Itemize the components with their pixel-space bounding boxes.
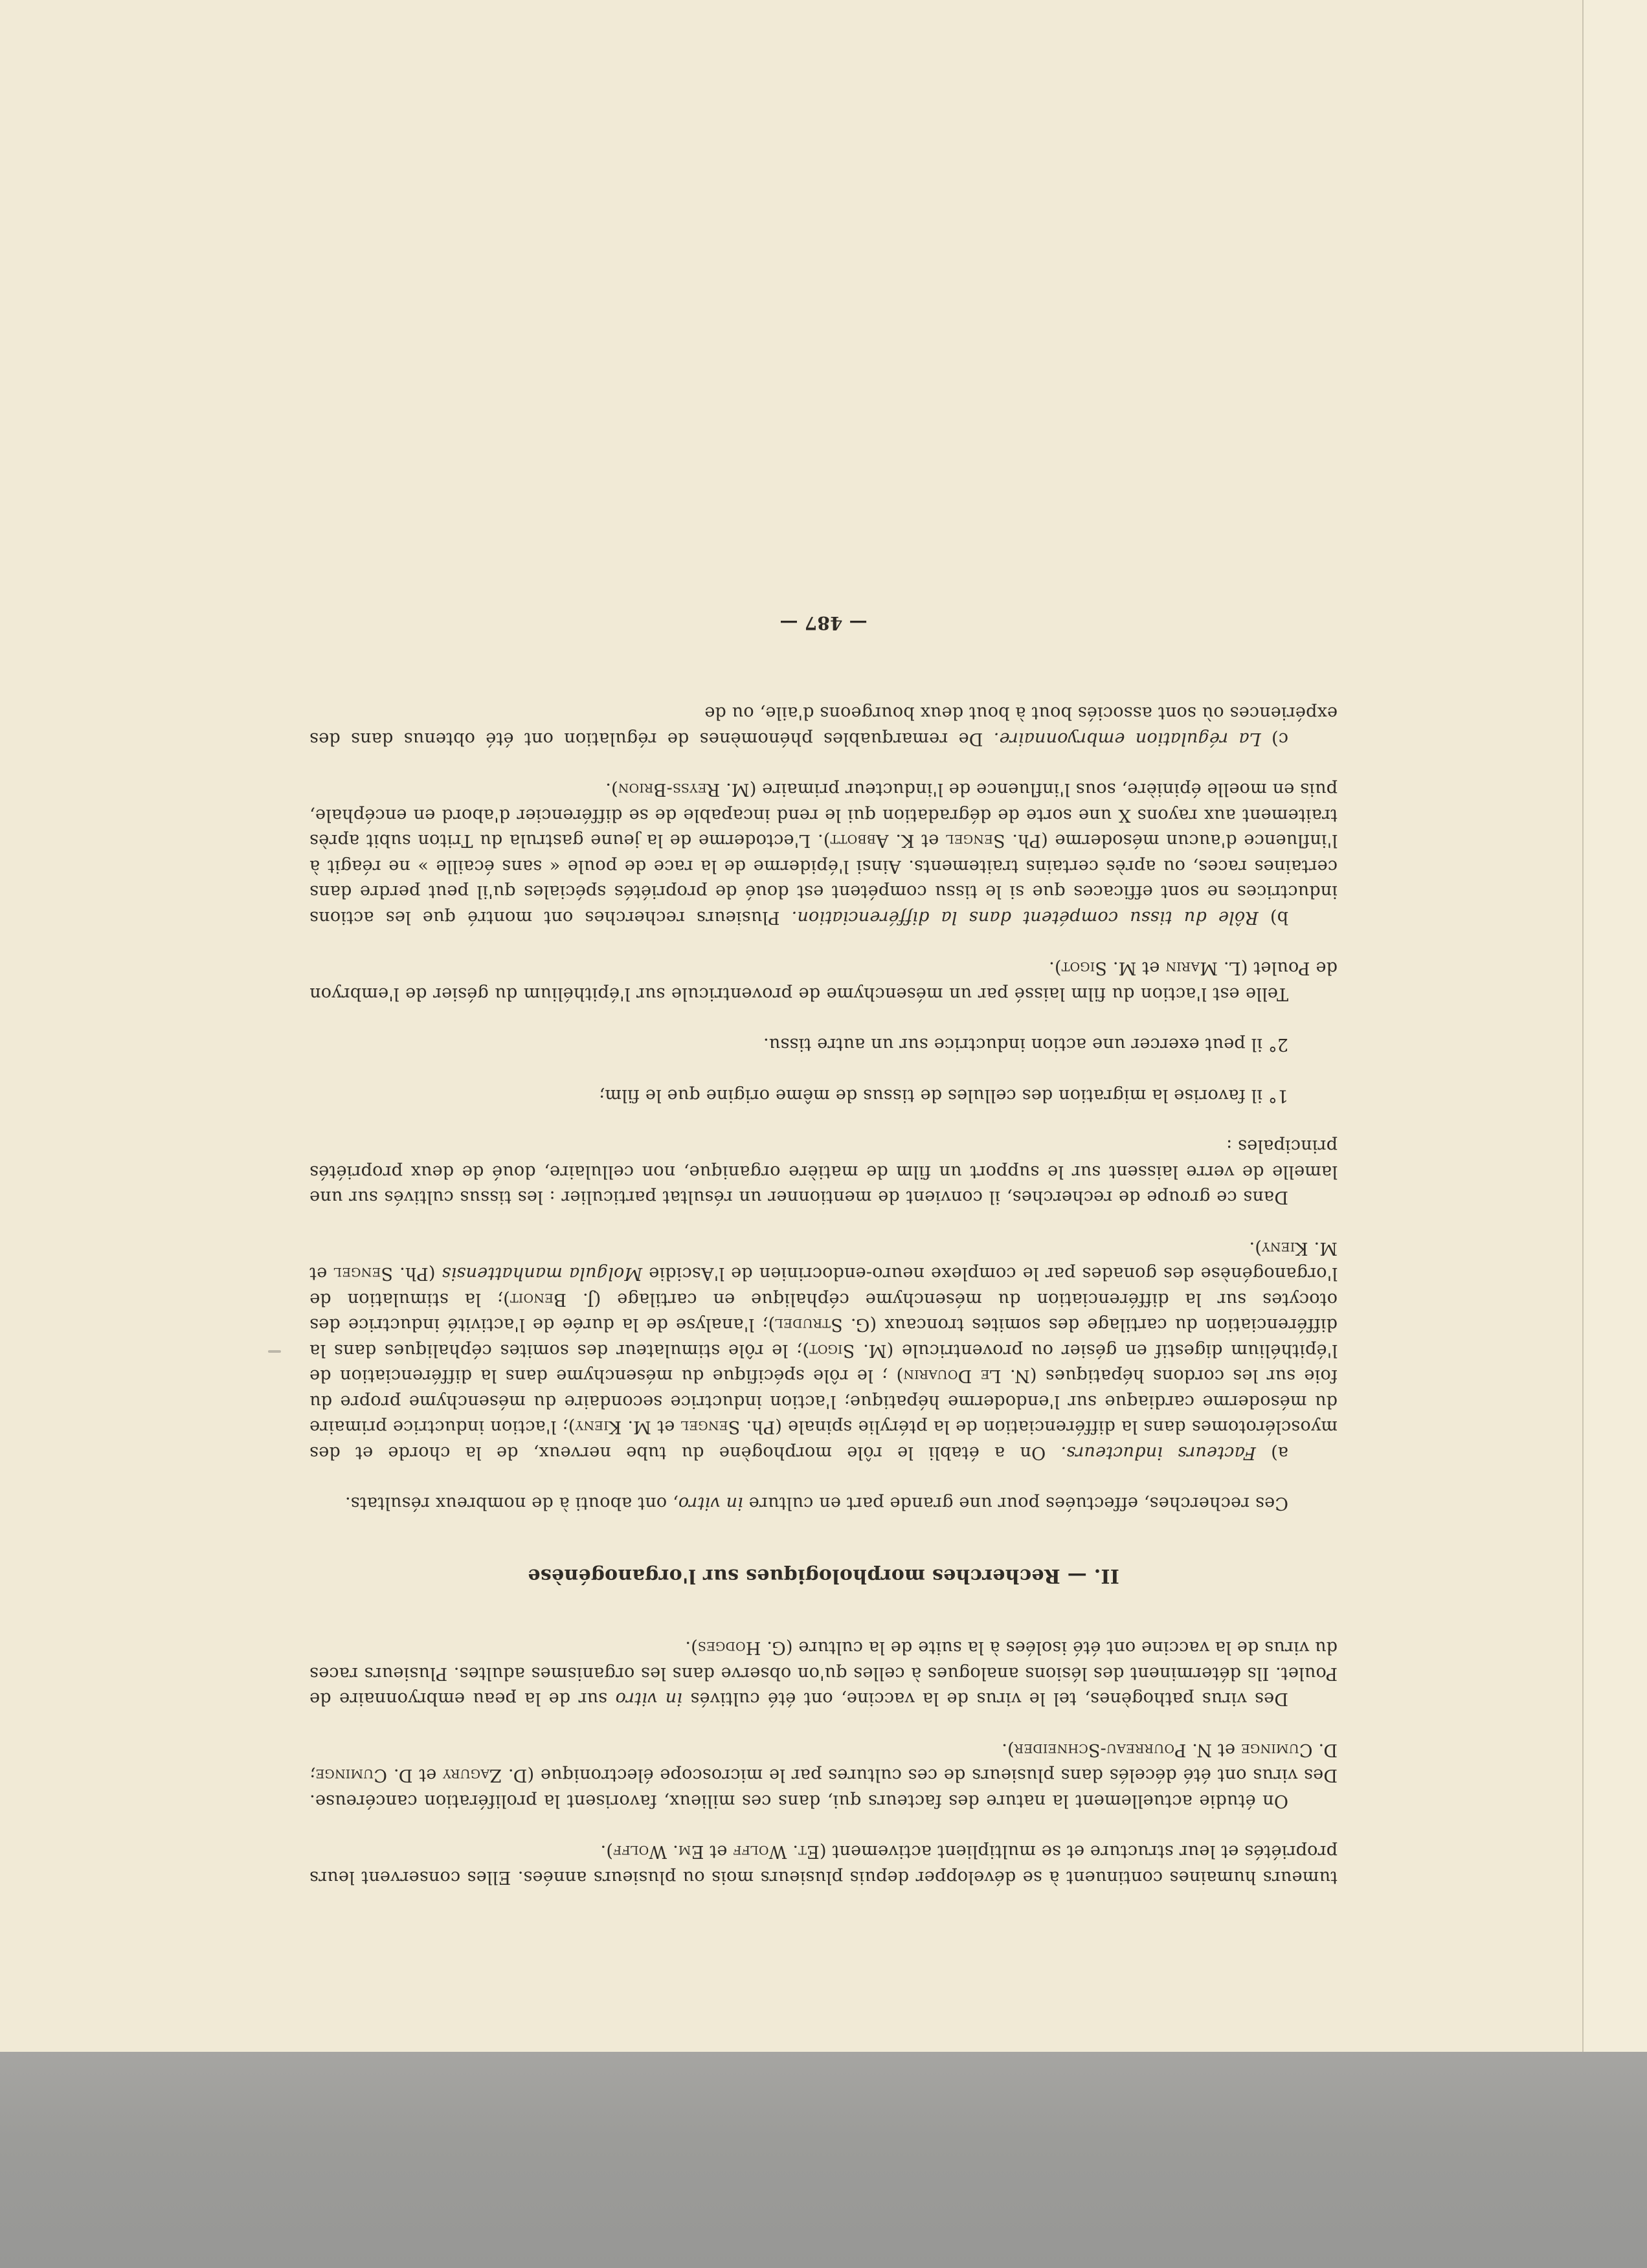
- author-ref: Cuminge: [315, 1765, 388, 1786]
- page-edge-line: [1582, 0, 1584, 2052]
- author-ref: Marin: [1165, 958, 1218, 979]
- scanner-bed-strip: [0, 2052, 1647, 2268]
- section-heading: II. — Recherches morphologiques sur l'organogénèse: [528, 1564, 1119, 1587]
- author-ref: Le Douarin: [903, 1366, 1002, 1386]
- author-ref: Em. Wolff: [612, 1841, 704, 1862]
- author-ref: Cuminge: [1240, 1740, 1313, 1760]
- author-ref: Benoit: [510, 1289, 567, 1309]
- list-item-1: 1° il favorise la migration des cellules de tissus de même origine que le film;: [598, 1085, 1288, 1106]
- page-number: — 487 —: [779, 612, 868, 634]
- author-ref: Pourreau-Schneider: [1014, 1740, 1187, 1760]
- paragraph-film-organique: Dans ce groupe de recherches, il convient de mentionner un résultat particulier : les tissus cultivés sur une lamelle de verre laissent sur le support un film de matière organique, non cellulaire, doué de deux propriétés principales :: [309, 1136, 1338, 1208]
- subsection-title: Rôle du tissu compétent dans la différenciation.: [791, 907, 1259, 928]
- author-ref: Kieny: [575, 1417, 622, 1438]
- list-item-2: 2° il peut exercer une action inductrice sur un autre tissu.: [763, 1034, 1288, 1055]
- author-ref: Kieny: [1261, 1238, 1308, 1258]
- author-ref: Strudel: [775, 1315, 843, 1335]
- pencil-mark: [268, 1350, 281, 1353]
- author-ref: Sengel: [333, 1263, 394, 1284]
- adjacent-page-edge: [1582, 0, 1647, 2052]
- author-ref: Reyss-Brion: [618, 779, 721, 800]
- paragraph-regulation: c) La régulation embryonnaire. De remarquables phénomènes de régulation ont été obtenus dans des expériences où sont associés bout à bout deux bourgeons d'aile, ou de: [309, 703, 1338, 749]
- author-ref: Abbott: [830, 830, 889, 851]
- paragraph-tissu-competent: b) Rôle du tissu compétent dans la différenciation. Plusieurs recherches ont montré que les actions inductrices ne sont efficaces que si le tissu compétent est doué de propriétés spéciales qu'il peut perdre dans certaines races, ou après certains traitements. Ainsi l'épiderme de la race de poule « sans écaille » ne réagit à l'influence d'aucun mésoderme (Ph. Sengel et K. Abbott). L'ectoderme de la jeune gastrula du Triton subit après traitement aux rayons X une sorte de dégradation qui le rend incapable de se différencier d'abord en encéphale, puis en moelle épinière, sous l'influence de l'inducteur primaire (M. Reyss-Brion).: [309, 779, 1338, 928]
- text-column: [309, 610, 1338, 1891]
- subsection-title: La régulation embryonnaire.: [993, 729, 1261, 749]
- paragraph-virus-cancer: On étudie actuellement la nature des facteurs qui, dans ces milieux, favorisent la prolifération cancéreuse. Des virus ont été décelés dans plusieurs de ces cultures par le microscope électronique (D. Zagury et D. Cuminge; D. Cuminge et N. Pourreau-Schneider).: [309, 1740, 1338, 1811]
- author-ref: Sigot: [1061, 958, 1107, 979]
- author-ref: Sigot: [809, 1340, 855, 1361]
- subsection-title: Facteurs inducteurs.: [1060, 1443, 1256, 1463]
- author-ref: Sengel: [945, 830, 1005, 851]
- species-name: Molgula manhattensis: [442, 1263, 643, 1284]
- author-ref: Zagury: [442, 1765, 502, 1786]
- paragraph-film-action: Telle est l'action du film laissé par un mésenchyme de proventricule sur l'épithélium du gésier de l'embryon de Poulet (L. Marin et M. Sigot).: [309, 958, 1338, 1004]
- author-ref: Et. Wolff: [733, 1841, 820, 1862]
- paragraph-virus-pathogenes: Des virus pathogènes, tel le virus de la vaccine, ont été cultivés in vitro sur de la peau embryonnaire de Poulet. Ils déterminent des lésions analogues à celles qu'on observe dans les organismes adultes. Plusieurs races du virus de la vaccine ont été isolées à la suite de la culture (G. Hodges).: [309, 1638, 1338, 1709]
- author-ref: Sengel: [680, 1417, 741, 1438]
- paragraph-facteurs-inducteurs: a) Facteurs inducteurs. On a établi le rôle morphogène du tube nerveux, de la chorde et des myosclérotomes dans la différenciation de la ptérylie spinale (Ph. Sengel et M. Kieny); l'action inductrice primaire du mésoderme cardiaque sur l'endoderme hépatique; l'action inductrice secondaire du mésenchyme propre du foie sur les cordons hépatiques (N. Le Douarin) ; le rôle spécifique du mésenchyme dans la différenciation de l'épithélium digestif en gésier ou proventricule (M. Sigot); le rôle stimulateur des somites céphaliques dans la différenciation du cartilage des somites troncaux (G. Strudel); l'analyse de la durée de l'activité inductrice des otocytes sur la différenciation du mésenchyme céphalique en cartilage (J. Benoit); la stimulation de l'organogénèse des gonades par le complexe neuro-endocrinien de l'Ascidie Molgula manhattensis (Ph. Sengel et M. Kieny).: [309, 1238, 1338, 1463]
- paragraph-tumeurs: tumeurs humaines continuent à se développer depuis plusieurs mois ou plusieurs années. Elles conservent leurs propriétés et leur structure et se multiplient activement (Et. Wolff et Em. Wolff).: [309, 1841, 1338, 1887]
- paragraph-intro-recherches: Ces recherches, effectuées pour une grande part en culture in vitro, ont abouti à de nombreux résultats.: [344, 1493, 1288, 1514]
- author-ref: Hodges: [697, 1638, 761, 1658]
